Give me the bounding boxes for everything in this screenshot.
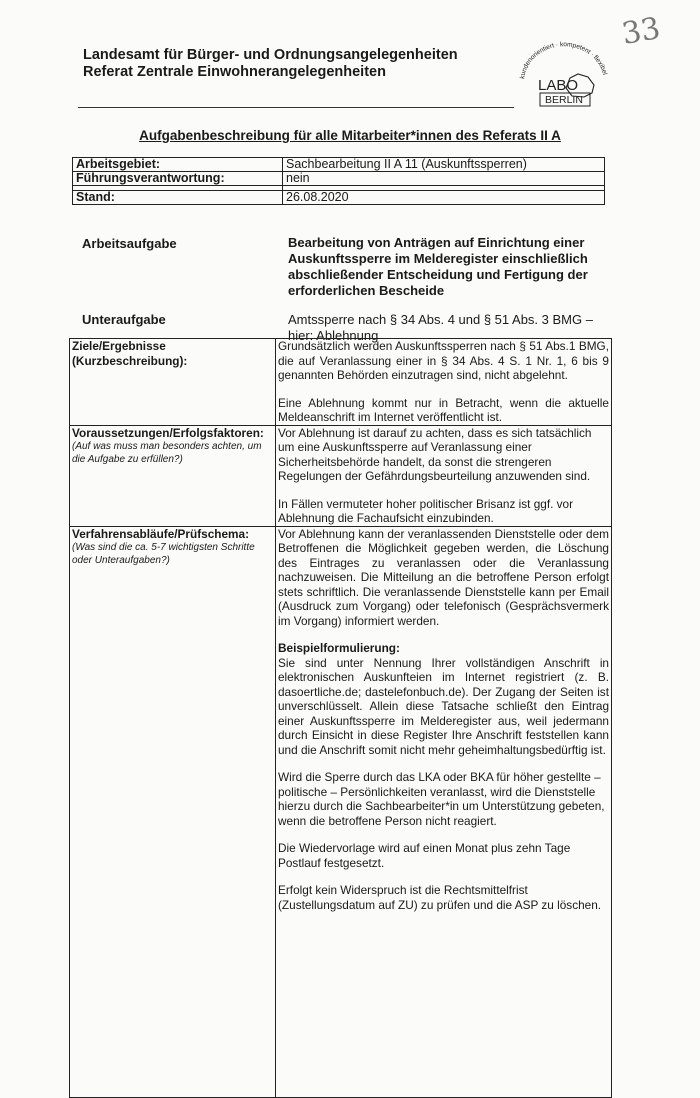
paragraph: In Fällen vermuteter hoher politischer Brisanz ist ggf. vor Ablehnung die Fachaufsicht einzubinden. <box>278 496 574 525</box>
office-name: Landesamt für Bürger- und Ordnungsangelegenheiten <box>83 47 458 63</box>
paragraph: Wird die Sperre durch das LKA oder BKA für höher gestellte – politische – Persönlichkeiten veranlasst, wird die Dienststelle hierzu durch die Sachbearbeiter*in um Unterstützung gebeten, wenn die betroffene Person nicht reagiert. <box>278 770 605 828</box>
office-header <box>83 47 458 81</box>
row-heading-cell <box>70 526 276 1097</box>
unteraufgabe-line: hier: Ablehnung <box>288 328 379 343</box>
row-content-cell <box>276 425 612 526</box>
paragraph: Grundsätzlich werden Auskunftssperren nach § 51 Abs.1 BMG, die auf Veranlassung einer in § 34 Abs. 4 S. 1 Nr. 1, 6 bis 9 genannten Behörden einzutragen sind, nicht abgelehnt. <box>278 339 609 382</box>
svg-text:kundenorientiert · kompetent ·: kundenorientiert · kompetent · flexibel <box>519 41 609 80</box>
meta-label: Führungsverantwortung: <box>73 172 283 186</box>
table-row <box>70 339 612 426</box>
table-row <box>70 425 612 526</box>
meta-value: 26.08.2020 <box>283 191 605 205</box>
meta-label: Stand: <box>73 191 283 205</box>
department-name: Referat Zentrale Einwohnerangelegenheiten <box>83 64 386 80</box>
paragraph: Erfolgt kein Widerspruch ist die Rechtsmittelfrist (Zustellungsdatum auf ZU) zu prüfen und die ASP zu löschen. <box>278 883 602 912</box>
meta-table <box>72 157 605 205</box>
meta-row <box>73 172 605 186</box>
row-title: Voraussetzungen/Erfolgsfaktoren: <box>72 425 264 440</box>
page-title: Aufgabenbeschreibung für alle Mitarbeiter*innen des Referats II A <box>139 128 561 143</box>
unteraufgabe-line: Amtssperre nach § 34 Abs. 4 und § 51 Abs. 3 BMG – <box>288 312 593 327</box>
row-title: Verfahrensabläufe/Prüfschema: <box>72 526 250 541</box>
header-divider <box>78 107 514 108</box>
meta-value: Sachbearbeitung II A 11 (Auskunftssperren) <box>283 158 605 172</box>
row-title: Ziele/Ergebnisse (Kurzbeschreibung): <box>72 339 188 368</box>
table-row <box>70 526 612 1097</box>
paragraph: Die Wiedervorlage wird auf einen Monat plus zehn Tage Postlauf festgesetzt. <box>278 841 571 870</box>
paragraph: Vor Ablehnung ist darauf zu achten, dass es sich tatsächlich um eine Auskunftssperre auf Veranlassung einer Sicherheitsbehörde handelt, da sonst die strengeren Regelungen der Gefährdungsbeurteilung anzuwenden sind. <box>278 425 592 483</box>
meta-row <box>73 191 605 205</box>
handwritten-page-number: 33 <box>619 10 663 53</box>
example-heading: Beispielformulierung: <box>278 641 400 655</box>
labo-berlin-logo <box>512 40 612 115</box>
arbeitsaufgabe-text: Bearbeitung von Anträgen auf Einrichtung einer Auskunftssperre im Melderegister einschließlich abschließender Entscheidung und Fertigung der erforderlichen Bescheide <box>288 235 588 298</box>
row-hint: (Auf was muss man besonders achten, um die Aufgabe zu erfüllen?) <box>72 441 262 465</box>
arbeitsaufgabe-label: Arbeitsaufgabe <box>82 236 177 251</box>
row-heading-cell <box>70 425 276 526</box>
example-text: Sie sind unter Nennung Ihrer vollständigen Anschrift in elektronischen Auskunfteien im Internet registriert (z. B. dasoertliche.de; dastelefonbuch.de). Der Zugang der Seiten ist unverschlüsselt. Allein diese Tatsache schließt den Eintrag einer Auskunftssperre im Melderegister aus, weil jedermann durch Einsicht in diese Register Ihre Anschrift feststellen kann und die Anschrift somit nicht mehr geheimhaltungsbedürftig ist. <box>278 655 609 757</box>
meta-value: nein <box>283 172 605 186</box>
svg-text:BERLIN: BERLIN <box>545 94 583 106</box>
meta-label: Arbeitsgebiet: <box>73 158 283 172</box>
row-content-cell <box>276 339 612 426</box>
row-heading-cell <box>70 339 276 426</box>
row-content-cell <box>276 526 612 1097</box>
unteraufgabe-label: Unteraufgabe <box>82 312 166 327</box>
paragraph: Vor Ablehnung kann der veranlassenden Dienststelle oder dem Betroffenen die Möglichkeit gegeben werden, die Löschung des Eintrages zu veranlassen oder die Veranlassung nachzuweisen. Die Mitteilung an die betroffene Person erfolgt stets schriftlich. Die veranlassende Dienststelle kann per Email (Ausdruck zum Vorgang) oder telefonisch (Gesprächsvermerk im Vorgang) informiert werden. <box>278 526 609 628</box>
row-hint: (Was sind die ca. 5-7 wichtigsten Schritte oder Unteraufgaben?) <box>72 542 255 566</box>
meta-row <box>73 158 605 172</box>
svg-text:LABO: LABO <box>538 77 579 94</box>
paragraph: Eine Ablehnung kommt nur in Betracht, wenn die aktuelle Meldeanschrift im Internet veröffentlicht ist. <box>278 395 609 424</box>
task-details-table <box>69 338 612 1098</box>
